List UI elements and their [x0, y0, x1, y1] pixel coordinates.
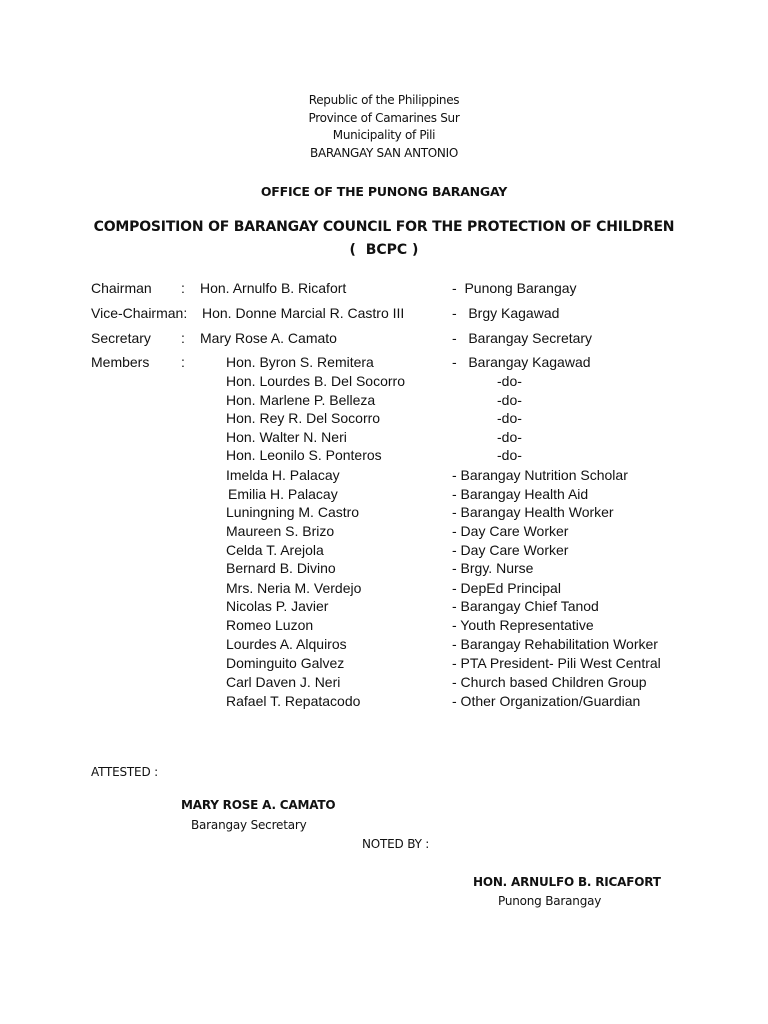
member-name: Nicolas P. Javier [226, 598, 329, 614]
member-position: - DepEd Principal [452, 580, 561, 596]
member-position: - Barangay Chief Tanod [452, 598, 599, 614]
chairman-position: - Punong Barangay [452, 280, 577, 296]
vice-chairman-position: - Brgy Kagawad [452, 305, 560, 321]
member-name: Luningning M. Castro [226, 504, 360, 520]
member-name: Emilia H. Palacay [228, 486, 338, 502]
member-position: - Barangay Nutrition Scholar [452, 467, 628, 483]
member-name: Rafael T. Repatacodo [226, 693, 361, 709]
member-name: Hon. Marlene P. Belleza [226, 392, 376, 408]
member-name: Bernard B. Divino [226, 560, 336, 576]
member-name: Lourdes A. Alquiros [226, 636, 347, 652]
member-position: - Barangay Rehabilitation Worker [452, 636, 658, 652]
member-name: Hon. Leonilo S. Ponteros [226, 447, 382, 463]
member-position: -do- [497, 392, 522, 408]
secretary-position: - Barangay Secretary [452, 330, 593, 346]
member-name: Celda T. Arejola [226, 542, 324, 558]
member-name: Romeo Luzon [226, 617, 314, 633]
secretary-name: Mary Rose A. Camato [200, 330, 337, 346]
member-position: - Church based Children Group [452, 674, 647, 690]
attested-name: MARY ROSE A. CAMATO [181, 798, 336, 812]
member-name: Imelda H. Palacay [226, 467, 340, 483]
chairman-label: Chairman [91, 280, 152, 296]
member-position: - PTA President- Pili West Central [452, 655, 661, 671]
member-name: Maureen S. Brizo [226, 523, 335, 539]
header-republic: Republic of the Philippines [308, 93, 460, 107]
member-position: - Youth Representative [452, 617, 594, 633]
header-province: Province of Camarines Sur [308, 111, 460, 125]
chairman-colon: : [181, 280, 185, 296]
member-name: Dominguito Galvez [226, 655, 345, 671]
office-heading: OFFICE OF THE PUNONG BARANGAY [260, 184, 508, 199]
vice-chairman-name: Hon. Donne Marcial R. Castro III [202, 305, 405, 321]
secretary-label: Secretary [91, 330, 151, 346]
member-position: - Day Care Worker [452, 542, 569, 558]
document-subtitle: ( BCPC ) [349, 242, 419, 258]
noted-label: NOTED BY : [362, 837, 430, 851]
header-municipality: Municipality of Pili [332, 128, 436, 142]
members-label: Members [91, 354, 150, 370]
attested-label: ATTESTED : [91, 765, 158, 779]
attested-title: Barangay Secretary [191, 818, 307, 832]
noted-name: HON. ARNULFO B. RICAFORT [473, 875, 661, 889]
member-name: Hon. Rey R. Del Socorro [226, 410, 381, 426]
member-name: Carl Daven J. Neri [226, 674, 341, 690]
member-position: - Day Care Worker [452, 523, 569, 539]
member-name: Mrs. Neria M. Verdejo [226, 580, 362, 596]
secretary-colon: : [181, 330, 185, 346]
member-position: -do- [497, 429, 522, 445]
member-position: - Barangay Health Worker [452, 504, 614, 520]
member-position: - Barangay Health Aid [452, 486, 589, 502]
member-position: -do- [497, 447, 522, 463]
member-position: - Barangay Kagawad [452, 354, 591, 370]
vice-chairman-label: Vice-Chairman: [91, 305, 188, 321]
chairman-name: Hon. Arnulfo B. Ricafort [200, 280, 347, 296]
member-position: - Brgy. Nurse [452, 560, 534, 576]
member-position: -do- [497, 410, 522, 426]
members-colon: : [181, 354, 185, 370]
member-position: - Other Organization/Guardian [452, 693, 641, 709]
member-name: Hon. Lourdes B. Del Socorro [226, 373, 405, 389]
member-position: -do- [497, 373, 522, 389]
member-name: Hon. Walter N. Neri [226, 429, 347, 445]
member-name: Hon. Byron S. Remitera [226, 354, 374, 370]
document-title: COMPOSITION OF BARANGAY COUNCIL FOR THE PROTECTION OF CHILDREN [93, 219, 675, 235]
noted-title: Punong Barangay [498, 894, 602, 908]
header-barangay: BARANGAY SAN ANTONIO [310, 146, 458, 160]
